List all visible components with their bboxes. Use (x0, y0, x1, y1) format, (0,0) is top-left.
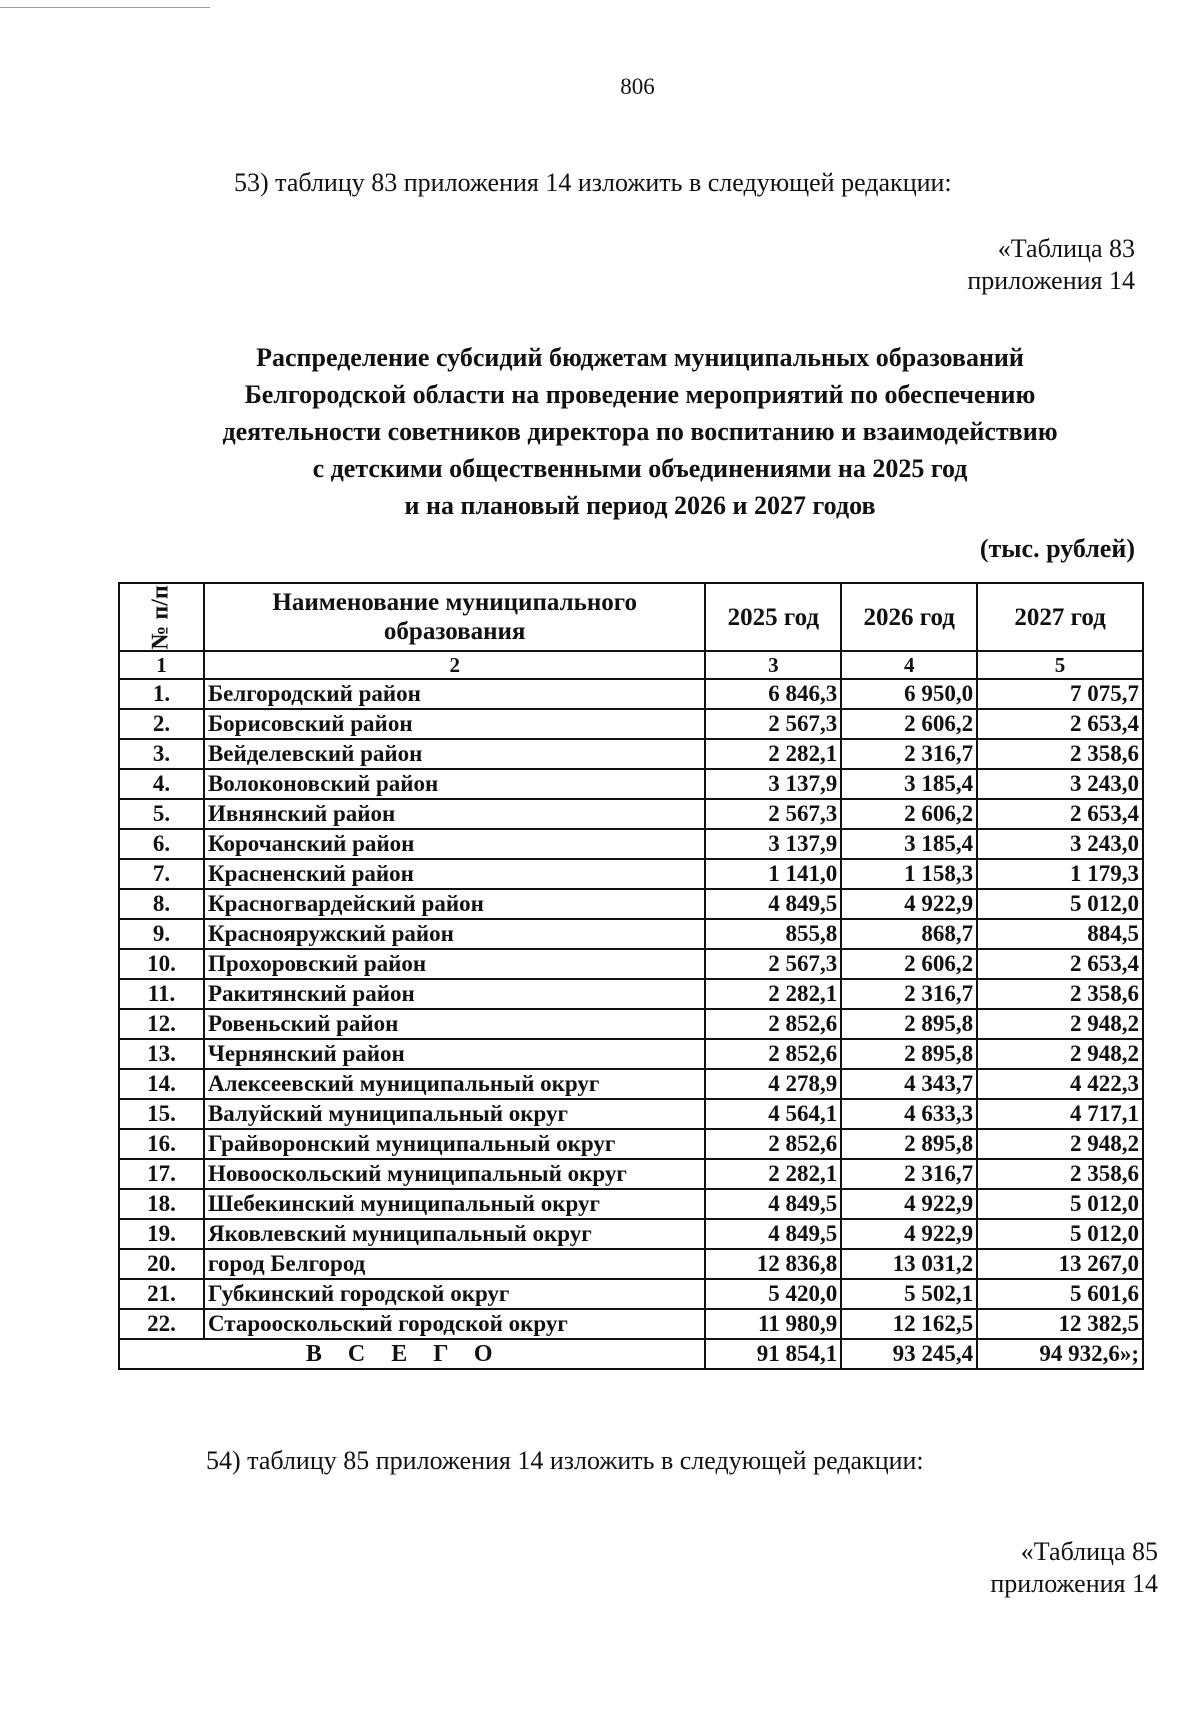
column-index: 5 (977, 651, 1143, 679)
total-2025: 91 854,1 (705, 1339, 841, 1369)
table-83-ref-line2: приложения 14 (967, 266, 1135, 295)
municipality-name: Старооскольский городской округ (204, 1309, 705, 1339)
value-2025: 2 567,3 (705, 799, 841, 829)
municipality-name: Яковлевский муниципальный округ (204, 1219, 705, 1249)
table-row (119, 919, 1143, 949)
value-2026: 13 031,2 (841, 1249, 977, 1279)
value-2025: 5 420,0 (705, 1279, 841, 1309)
table-row (119, 679, 1143, 709)
table-row (119, 829, 1143, 859)
municipality-name: Прохоровский район (204, 949, 705, 979)
total-row (119, 1339, 1143, 1369)
value-2026: 12 162,5 (841, 1309, 977, 1339)
table-row (119, 979, 1143, 1009)
scan-edge-line (0, 7, 210, 8)
document-title (150, 339, 1130, 524)
value-2027: 3 243,0 (977, 769, 1143, 799)
column-index: 4 (841, 651, 977, 679)
value-2026: 1 158,3 (841, 859, 977, 889)
amendment-54-text: 54) таблицу 85 приложения 14 изложить в следующей редакции: (206, 1446, 924, 1475)
value-2026: 2 606,2 (841, 799, 977, 829)
value-2026: 5 502,1 (841, 1279, 977, 1309)
value-2027: 4 422,3 (977, 1069, 1143, 1099)
table-row (119, 739, 1143, 769)
value-2026: 3 185,4 (841, 829, 977, 859)
row-number: 1. (119, 679, 204, 709)
row-number: 19. (119, 1219, 204, 1249)
value-2027: 12 382,5 (977, 1309, 1143, 1339)
header-name-line1: Наименование муниципального (272, 589, 637, 616)
value-2026: 4 343,7 (841, 1069, 977, 1099)
units-label: (тыс. рублей) (979, 534, 1135, 563)
header-num-symbol: № (147, 625, 174, 650)
table-85-ref-line2: приложения 14 (990, 1569, 1158, 1598)
table-row (119, 1099, 1143, 1129)
value-2027: 884,5 (977, 919, 1143, 949)
row-number: 18. (119, 1189, 204, 1219)
value-2026: 2 316,7 (841, 1159, 977, 1189)
value-2027: 5 012,0 (977, 889, 1143, 919)
value-2025: 4 849,5 (705, 1189, 841, 1219)
column-index: 1 (119, 651, 204, 679)
table-row (119, 1219, 1143, 1249)
value-2026: 4 633,3 (841, 1099, 977, 1129)
value-2025: 2 282,1 (705, 739, 841, 769)
table-body (119, 679, 1143, 1339)
value-2027: 4 717,1 (977, 1099, 1143, 1129)
value-2027: 13 267,0 (977, 1249, 1143, 1279)
value-2025: 3 137,9 (705, 829, 841, 859)
municipality-name: Корочанский район (204, 829, 705, 859)
header-name (204, 583, 705, 651)
value-2025: 2 567,3 (705, 949, 841, 979)
table-row (119, 769, 1143, 799)
header-name-line2: образования (383, 618, 526, 645)
municipality-name: город Белгород (204, 1249, 705, 1279)
value-2025: 855,8 (705, 919, 841, 949)
row-number: 20. (119, 1249, 204, 1279)
value-2027: 2 948,2 (977, 1129, 1143, 1159)
municipality-name: Алексеевский муниципальный округ (204, 1069, 705, 1099)
table-83-ref-line1: «Таблица 83 (997, 234, 1135, 263)
municipality-name: Ивнянский район (204, 799, 705, 829)
value-2027: 7 075,7 (977, 679, 1143, 709)
value-2027: 2 358,6 (977, 979, 1143, 1009)
row-number: 3. (119, 739, 204, 769)
value-2025: 2 852,6 (705, 1129, 841, 1159)
value-2027: 2 653,4 (977, 799, 1143, 829)
table-83-reference (967, 233, 1135, 297)
total-2026: 93 245,4 (841, 1339, 977, 1369)
row-number: 13. (119, 1039, 204, 1069)
municipality-name: Ровеньский район (204, 1009, 705, 1039)
value-2026: 2 316,7 (841, 739, 977, 769)
municipality-name: Волоконовский район (204, 769, 705, 799)
value-2027: 2 653,4 (977, 709, 1143, 739)
column-index-row (119, 651, 1143, 679)
row-number: 11. (119, 979, 204, 1009)
row-number: 14. (119, 1069, 204, 1099)
table-row (119, 859, 1143, 889)
table-row (119, 1009, 1143, 1039)
municipality-name: Валуйский муниципальный округ (204, 1099, 705, 1129)
subsidy-table (118, 582, 1144, 1370)
value-2026: 2 316,7 (841, 979, 977, 1009)
row-number: 17. (119, 1159, 204, 1189)
value-2026: 6 950,0 (841, 679, 977, 709)
row-number: 12. (119, 1009, 204, 1039)
value-2026: 2 895,8 (841, 1039, 977, 1069)
value-2026: 2 606,2 (841, 709, 977, 739)
title-line: Белгородской области на проведение мероприятий по обеспечению (244, 380, 1036, 409)
value-2026: 4 922,9 (841, 1189, 977, 1219)
header-num-pp: п/п (147, 585, 174, 620)
value-2027: 3 243,0 (977, 829, 1143, 859)
value-2027: 2 358,6 (977, 739, 1143, 769)
municipality-name: Белгородский район (204, 679, 705, 709)
table-row (119, 1159, 1143, 1189)
value-2026: 3 185,4 (841, 769, 977, 799)
table-row (119, 1189, 1143, 1219)
table-row (119, 1309, 1143, 1339)
title-line: Распределение субсидий бюджетам муниципальных образований (256, 343, 1024, 372)
table-row (119, 949, 1143, 979)
municipality-name: Грайворонский муниципальный округ (204, 1129, 705, 1159)
municipality-name: Красногвардейский район (204, 889, 705, 919)
header-num-rotated (147, 585, 176, 649)
value-2025: 4 849,5 (705, 889, 841, 919)
value-2025: 4 849,5 (705, 1219, 841, 1249)
value-2026: 2 895,8 (841, 1009, 977, 1039)
value-2026: 4 922,9 (841, 1219, 977, 1249)
municipality-name: Ракитянский район (204, 979, 705, 1009)
municipality-name: Чернянский район (204, 1039, 705, 1069)
value-2025: 3 137,9 (705, 769, 841, 799)
value-2025: 1 141,0 (705, 859, 841, 889)
table-row (119, 889, 1143, 919)
column-index: 3 (705, 651, 841, 679)
table-row (119, 799, 1143, 829)
row-number: 7. (119, 859, 204, 889)
row-number: 15. (119, 1099, 204, 1129)
value-2026: 2 606,2 (841, 949, 977, 979)
value-2025: 2 852,6 (705, 1039, 841, 1069)
value-2025: 2 282,1 (705, 979, 841, 1009)
value-2026: 2 895,8 (841, 1129, 977, 1159)
value-2027: 2 358,6 (977, 1159, 1143, 1189)
value-2025: 2 567,3 (705, 709, 841, 739)
value-2025: 4 278,9 (705, 1069, 841, 1099)
row-number: 6. (119, 829, 204, 859)
table-row (119, 1069, 1143, 1099)
value-2025: 12 836,8 (705, 1249, 841, 1279)
value-2027: 2 948,2 (977, 1039, 1143, 1069)
value-2026: 868,7 (841, 919, 977, 949)
row-number: 21. (119, 1279, 204, 1309)
value-2027: 5 012,0 (977, 1189, 1143, 1219)
municipality-name: Новооскольский муниципальный округ (204, 1159, 705, 1189)
table-row (119, 1129, 1143, 1159)
municipality-name: Красненский район (204, 859, 705, 889)
value-2025: 4 564,1 (705, 1099, 841, 1129)
amendment-53-text: 53) таблицу 83 приложения 14 изложить в следующей редакции: (234, 168, 952, 197)
row-number: 8. (119, 889, 204, 919)
row-number: 4. (119, 769, 204, 799)
title-line: и на плановый период 2026 и 2027 годов (404, 491, 876, 520)
page-number: 806 (620, 74, 655, 99)
value-2026: 4 922,9 (841, 889, 977, 919)
row-number: 9. (119, 919, 204, 949)
header-num (119, 583, 204, 651)
table-row (119, 709, 1143, 739)
row-number: 16. (119, 1129, 204, 1159)
value-2025: 2 282,1 (705, 1159, 841, 1189)
table-row (119, 1039, 1143, 1069)
municipality-name: Борисовский район (204, 709, 705, 739)
value-2027: 2 653,4 (977, 949, 1143, 979)
title-line: с детскими общественными объединениями на 2025 год (312, 454, 968, 483)
row-number: 22. (119, 1309, 204, 1339)
title-line: деятельности советников директора по воспитанию и взаимодействию (222, 417, 1058, 446)
value-2027: 2 948,2 (977, 1009, 1143, 1039)
table-85-reference (990, 1536, 1158, 1600)
table-header-row (119, 583, 1143, 651)
total-2027: 94 932,6»; (977, 1339, 1143, 1369)
table-row (119, 1279, 1143, 1309)
header-2025: 2025 год (705, 583, 841, 651)
value-2025: 2 852,6 (705, 1009, 841, 1039)
value-2025: 11 980,9 (705, 1309, 841, 1339)
row-number: 5. (119, 799, 204, 829)
value-2027: 5 012,0 (977, 1219, 1143, 1249)
row-number: 10. (119, 949, 204, 979)
column-index: 2 (204, 651, 705, 679)
row-number: 2. (119, 709, 204, 739)
municipality-name: Вейделевский район (204, 739, 705, 769)
total-label: ВСЕГО (119, 1339, 705, 1369)
municipality-name: Краснояружский район (204, 919, 705, 949)
value-2027: 5 601,6 (977, 1279, 1143, 1309)
table-row (119, 1249, 1143, 1279)
table-85-ref-line1: «Таблица 85 (1020, 1537, 1158, 1566)
value-2027: 1 179,3 (977, 859, 1143, 889)
municipality-name: Губкинский городской округ (204, 1279, 705, 1309)
header-2027: 2027 год (977, 583, 1143, 651)
municipality-name: Шебекинский муниципальный округ (204, 1189, 705, 1219)
header-2026: 2026 год (841, 583, 977, 651)
value-2025: 6 846,3 (705, 679, 841, 709)
